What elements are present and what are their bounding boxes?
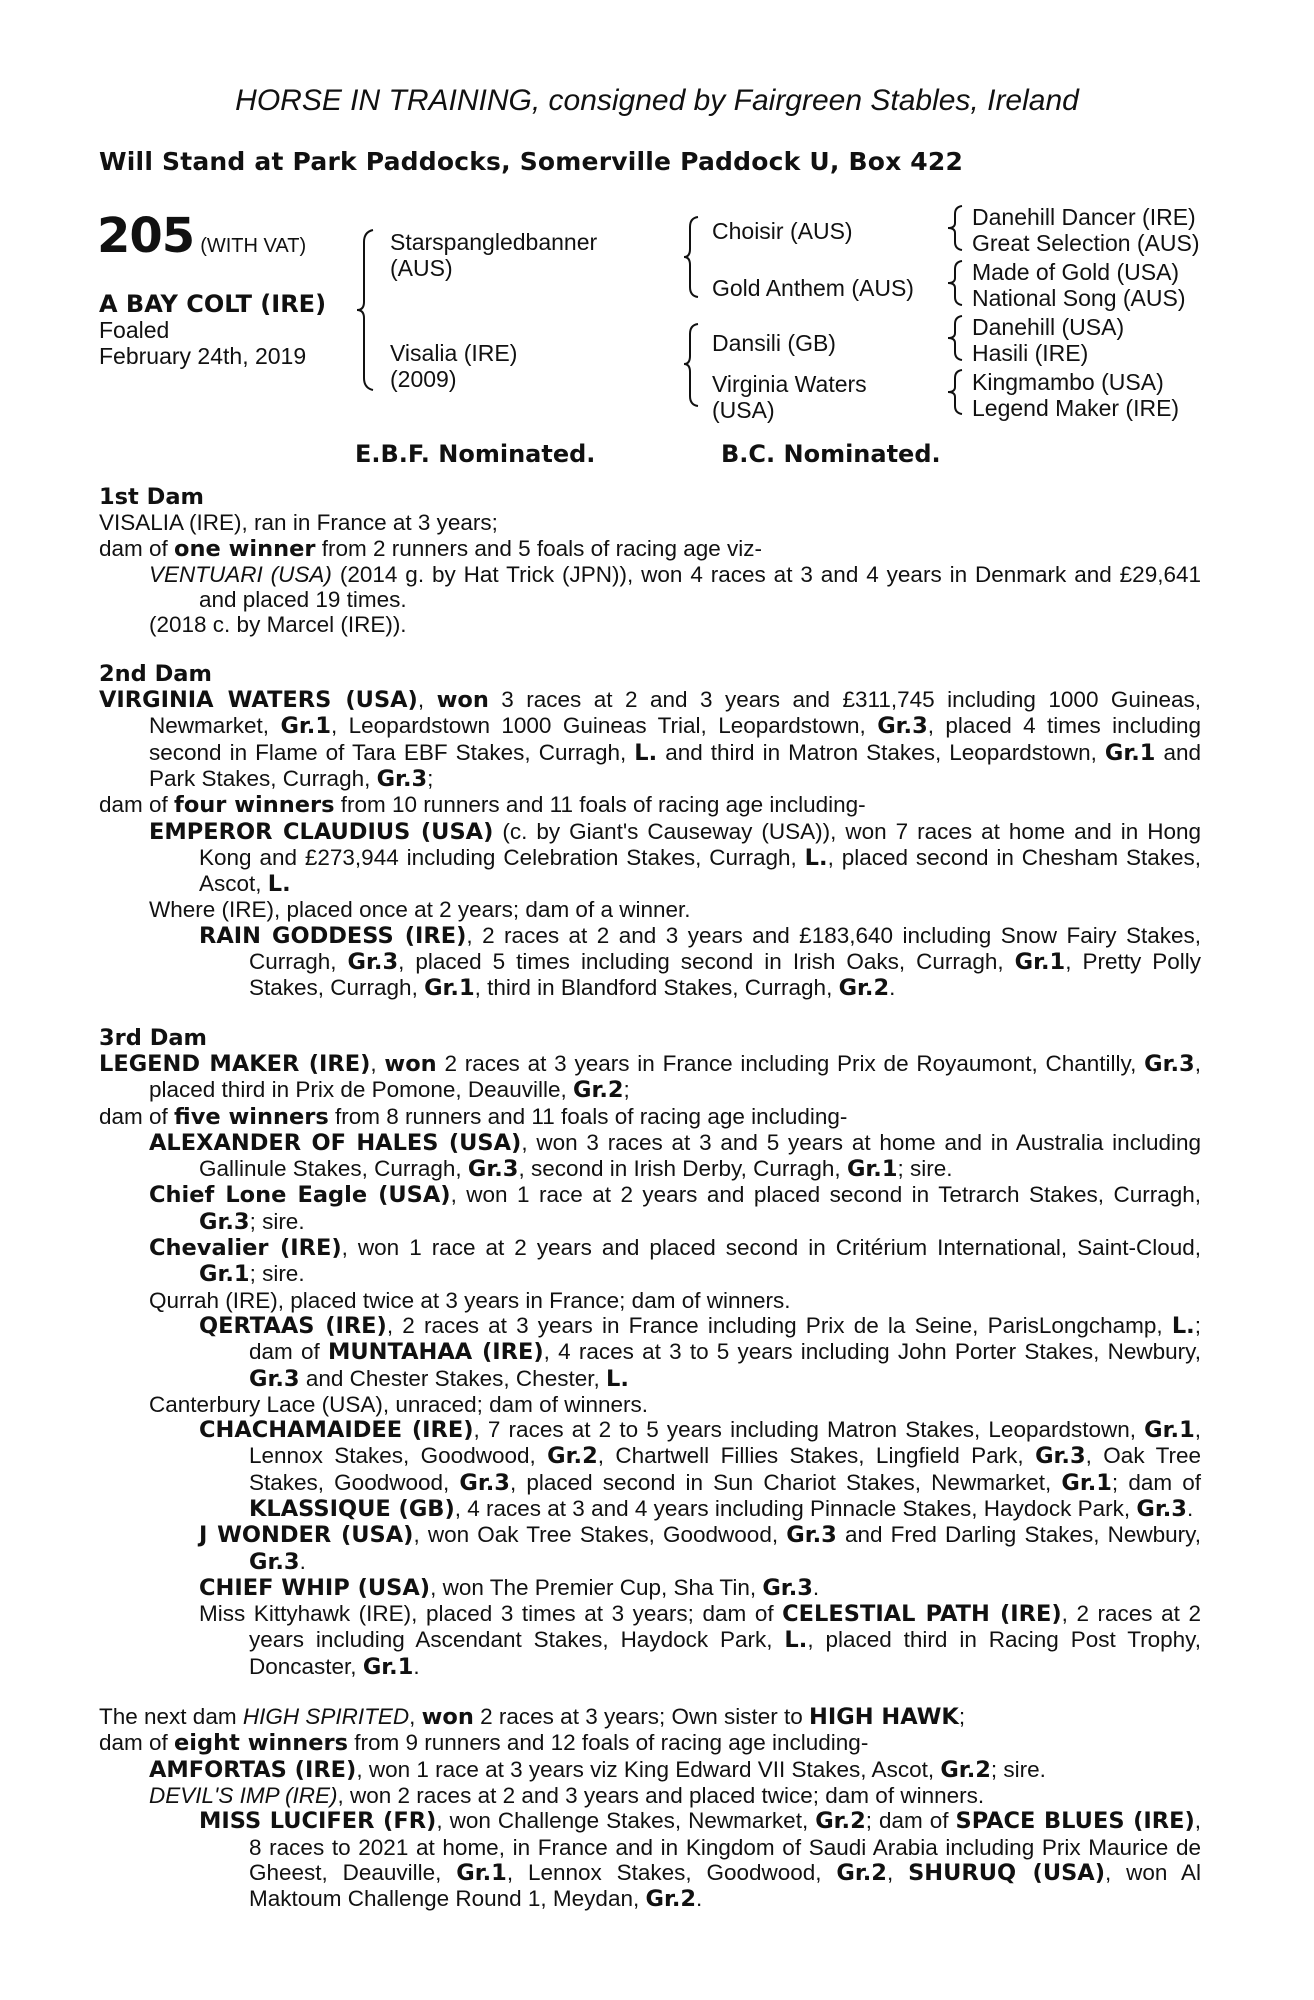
text-run: 2 races at 3 years in France including Prix de Royaumont, Chantilly,	[436, 1050, 1145, 1076]
text-run: , placed third in Prix de Pomone, Deauville,	[149, 1050, 1201, 1103]
first-dam-heading: 1st Dam	[99, 484, 204, 510]
text-run: ; sire.	[249, 1208, 305, 1234]
text-run: ;	[623, 1077, 630, 1103]
text-run: , won 1 race at 2 years and placed second in Tetrarch Stakes, Curragh,	[450, 1182, 1201, 1208]
emphasis-text: MISS LUCIFER (FR)	[199, 1808, 437, 1835]
emphasis-text: Gr.3	[347, 949, 399, 976]
pedigree-brace-2a	[682, 215, 702, 299]
emphasis-text: Gr.1	[456, 1859, 507, 1886]
emphasis-text: Chevalier (IRE)	[149, 1235, 342, 1262]
bc-nomination: B.C. Nominated.	[721, 440, 941, 468]
sire-name: Starspangledbanner	[390, 229, 598, 255]
next-dam-produce	[99, 1730, 1201, 1756]
text-run: from 10 runners and 11 foals of racing age including-	[334, 792, 866, 818]
text-run: ; dam of	[865, 1808, 956, 1834]
second-dam-foal-1	[149, 819, 1201, 898]
first-dam-foal-1	[149, 562, 1201, 613]
emphasis-text: L.	[267, 871, 291, 898]
emphasis-text: Gr.3	[1035, 1443, 1086, 1470]
text-run: ; dam of	[249, 1312, 1201, 1365]
emphasis-text: Gr.3	[1136, 1495, 1187, 1522]
lot-number: 205	[97, 208, 195, 264]
ebf-nomination: E.B.F. Nominated.	[355, 440, 596, 468]
emphasis-text: VIRGINIA WATERS (USA)	[99, 687, 418, 714]
text-run: , Chartwell Fillies Stakes, Lingfield Park,	[597, 1443, 1036, 1469]
emphasis-text: ALEXANDER OF HALES (USA)	[149, 1129, 522, 1156]
text-run: ; dam of	[1111, 1469, 1201, 1495]
pedigree-dam-sire: Dansili (GB)	[712, 330, 836, 356]
sire-country: (AUS)	[390, 255, 453, 281]
emphasis-text: LEGEND MAKER (IRE)	[99, 1050, 371, 1077]
emphasis-text: KLASSIQUE (GB)	[249, 1495, 455, 1522]
text-run: dam of	[99, 1103, 175, 1129]
emphasis-text: AMFORTAS (IRE)	[149, 1756, 357, 1783]
emphasis-text: CHACHAMAIDEE (IRE)	[199, 1417, 474, 1444]
pedigree-sds: Made of Gold (USA)	[972, 259, 1180, 285]
text-run: , placed third in Racing Post Trophy, Doncaster,	[249, 1627, 1201, 1679]
emphasis-text: Gr.3	[249, 1365, 300, 1392]
text-run: The next dam	[99, 1704, 243, 1730]
emphasis-text: L.	[784, 1627, 808, 1654]
text-run: , 7 races at 2 to 5 years including Matron Stakes, Leopardstown,	[473, 1417, 1145, 1443]
text-run: , Leopardstown 1000 Guineas Trial, Leopardstown,	[331, 713, 878, 739]
emphasis-text: EMPEROR CLAUDIUS (USA)	[149, 818, 494, 845]
text-run: , Oak Tree Stakes, Goodwood,	[249, 1443, 1201, 1495]
next-dam-foal-1	[149, 1757, 1201, 1783]
text-run: from 8 runners and 11 foals of racing age including-	[328, 1103, 848, 1129]
text-run: , second in Irish Derby, Curragh,	[518, 1156, 847, 1182]
text-run: .	[889, 975, 896, 1001]
emphasis-text: Gr.2	[572, 1077, 624, 1104]
second-dam-foal-2: Where (IRE), placed once at 2 years; dam of a winner.	[149, 897, 691, 923]
foaled-label: Foaled	[99, 317, 170, 343]
text-run: (2014 g. by Hat Trick (JPN)), won 4 races at 3 and 4 years in Denmark and £29,641 and placed 19 times.	[199, 561, 1201, 613]
pedigree-sire	[390, 229, 597, 281]
pedigree-ddd: Legend Maker (IRE)	[972, 395, 1180, 421]
text-run: .	[413, 1653, 420, 1679]
text-run: ;	[958, 1704, 966, 1730]
italic-name: VENTUARI (USA)	[149, 561, 332, 587]
italic-name: HIGH SPIRITED	[242, 1704, 410, 1730]
text-run: .	[696, 1886, 703, 1912]
emphasis-text: QERTAAS (IRE)	[199, 1312, 387, 1339]
text-run: , won 1 race at 3 years viz King Edward VII Stakes, Ascot,	[356, 1756, 941, 1782]
next-dam-record	[99, 1704, 1201, 1730]
second-dam-record: VIRGINIA WATERS (USA), won 3 races at 2 and 3 years and £311,745 including 1000 Guineas, Newmarket, Gr.1, Leopardstown 1000 Guineas Trial, Leopardstown, Gr.3, placed 4 times including second in Flame of Tara EBF Stakes, Curragh, L. and third in Matron Stakes, Leopardstown, Gr.1 and Park Stakes, Curragh, Gr.3;	[99, 687, 1201, 792]
pedigree-brace-2b	[682, 322, 702, 408]
emphasis-text: Gr.1	[424, 975, 475, 1002]
pedigree-sss: Danehill Dancer (IRE)	[972, 204, 1196, 230]
dam-dam-country: (USA)	[712, 397, 775, 423]
emphasis-text: Gr.1	[1144, 1417, 1195, 1444]
emphasis-text: Gr.3	[1144, 1050, 1195, 1077]
text-run: ,	[886, 1859, 909, 1885]
third-dam-grandfoal-4	[199, 1575, 1201, 1601]
next-dam-grandfoal-1	[199, 1808, 1201, 1912]
text-run: , 2 races at 2 and 3 years and £183,640 including Snow Fairy Stakes, Curragh,	[249, 922, 1201, 975]
text-run: 3 races at 2 and 3 years and £311,745 including 1000 Guineas, Newmarket,	[149, 687, 1201, 739]
text-run: ,	[409, 1704, 422, 1730]
emphasis-text: won	[436, 687, 489, 714]
first-dam-line: VISALIA (IRE), ran in France at 3 years;	[99, 510, 498, 536]
emphasis-text: one winner	[174, 535, 316, 562]
emphasis-text: CELESTIAL PATH (IRE)	[782, 1601, 1062, 1628]
text-run: , Lennox Stakes, Goodwood,	[249, 1417, 1201, 1469]
pedigree-sire-dam: Gold Anthem (AUS)	[712, 275, 914, 301]
text-run: , third in Blandford Stakes, Curragh,	[474, 975, 839, 1001]
emphasis-text: L.	[804, 844, 828, 871]
foaled-date: February 24th, 2019	[99, 343, 307, 369]
vat-note: (WITH VAT)	[200, 235, 307, 257]
text-run: .	[1186, 1495, 1194, 1521]
text-run: , 8 races to 2021 at home, in France and in Kingdom of Saudi Arabia including Prix Maurice de Gheest, Deauville,	[249, 1808, 1201, 1885]
second-dam-heading: 2nd Dam	[99, 660, 212, 687]
text-run: .	[299, 1548, 306, 1574]
stand-location: Will Stand at Park Paddocks, Somerville Paddock U, Box 422	[99, 147, 964, 176]
emphasis-text: five winners	[174, 1103, 329, 1130]
pedigree-ssd: Great Selection (AUS)	[972, 230, 1200, 256]
emphasis-text: Gr.1	[362, 1653, 414, 1680]
second-dam-grandfoal-1	[199, 923, 1201, 1002]
pedigree-brace-3b	[946, 259, 966, 307]
text-run: , won Oak Tree Stakes, Goodwood,	[413, 1522, 787, 1548]
page-title: HORSE IN TRAINING, consigned by Fairgreen Stables, Ireland	[235, 84, 1079, 117]
text-run: , 4 races at 3 to 5 years including John Porter Stakes, Newbury,	[543, 1339, 1201, 1365]
emphasis-text: HIGH HAWK	[809, 1704, 959, 1731]
text-run: and Fred Darling Stakes, Newbury,	[836, 1522, 1201, 1548]
next-dam-foal-2	[149, 1783, 1201, 1808]
pedigree-sdd: National Song (AUS)	[972, 285, 1186, 311]
emphasis-text: Gr.2	[940, 1756, 991, 1783]
dam-name: Visalia (IRE)	[390, 340, 518, 366]
third-dam-foal-5: Canterbury Lace (USA), unraced; dam of winners.	[149, 1391, 648, 1417]
text-run: Miss Kittyhawk (IRE), placed 3 times at 3 years; dam of	[199, 1601, 783, 1627]
third-dam-foal-1	[149, 1130, 1201, 1183]
emphasis-text: Gr.1	[1104, 739, 1156, 766]
text-run: , won The Premier Cup, Sha Tin,	[430, 1574, 763, 1600]
third-dam-record: LEGEND MAKER (IRE), won 2 races at 3 years in France including Prix de Royaumont, Chantilly, Gr.3, placed third in Prix de Pomone, Deauville, Gr.2;	[99, 1050, 1201, 1104]
text-run: , Lennox Stakes, Goodwood,	[506, 1859, 837, 1885]
third-dam-grandfoal-5	[199, 1601, 1201, 1680]
second-dam-produce	[99, 792, 1201, 818]
pedigree-dds: Kingmambo (USA)	[972, 369, 1164, 395]
text-run: , won 1 race at 2 years and placed second in Critérium International, Saint-Cloud,	[341, 1235, 1201, 1261]
text-run: dam of	[99, 792, 175, 818]
emphasis-text: Gr.3	[459, 1469, 510, 1496]
text-run: , placed 4 times including second in Flame of Tara EBF Stakes, Curragh,	[149, 713, 1201, 765]
emphasis-text: Gr.3	[467, 1156, 519, 1183]
third-dam-grandfoal-2	[199, 1417, 1201, 1522]
text-run: ; sire.	[990, 1756, 1046, 1782]
emphasis-text: Gr.1	[1014, 949, 1066, 976]
emphasis-text: SPACE BLUES (IRE)	[955, 1808, 1195, 1835]
text-run: , won 3 races at 3 and 5 years at home and in Australia including Gallinule Stakes, Curragh,	[199, 1129, 1201, 1182]
text-run: , placed second in Sun Chariot Stakes, Newmarket,	[509, 1469, 1062, 1495]
emphasis-text: Gr.1	[199, 1261, 250, 1288]
pedigree-brace-3a	[946, 204, 966, 252]
text-run: , Pretty Polly Stakes, Curragh,	[249, 949, 1201, 1001]
text-run: .	[812, 1574, 820, 1600]
emphasis-text: Chief Lone Eagle (USA)	[149, 1182, 451, 1209]
emphasis-text: Gr.2	[838, 975, 890, 1002]
pedigree-dam	[390, 340, 517, 392]
pedigree-dam-dam	[712, 371, 867, 423]
emphasis-text: Gr.2	[547, 1443, 598, 1470]
emphasis-text: Gr.3	[762, 1574, 813, 1601]
pedigree-notes	[99, 485, 1201, 1912]
emphasis-text: L.	[634, 739, 658, 766]
text-run: and Park Stakes, Curragh,	[149, 739, 1201, 791]
text-run: , won Al Maktoum Challenge Round 1, Meydan,	[249, 1859, 1201, 1912]
dam-dam-name: Virginia Waters	[712, 371, 867, 397]
text-run: from 2 runners and 5 foals of racing age viz-	[315, 535, 762, 561]
text-run: ;	[427, 765, 434, 791]
emphasis-text: L.	[1171, 1312, 1195, 1339]
emphasis-text: L.	[605, 1365, 629, 1392]
third-dam-foal-4: Qurrah (IRE), placed twice at 3 years in France; dam of winners.	[149, 1287, 791, 1313]
text-run: , 2 races at 2 years including Ascendant Stakes, Haydock Park,	[249, 1601, 1201, 1653]
text-run: dam of	[99, 535, 175, 561]
third-dam-foal-2	[149, 1182, 1201, 1235]
text-run: and third in Matron Stakes, Leopardstown,	[657, 739, 1105, 765]
third-dam-grandfoal-1	[199, 1313, 1201, 1392]
pedigree-dsd: Hasili (IRE)	[972, 340, 1089, 366]
emphasis-text: J WONDER (USA)	[199, 1522, 414, 1549]
third-dam-heading: 3rd Dam	[99, 1024, 207, 1051]
emphasis-text: eight winners	[174, 1730, 349, 1757]
text-run: dam of	[99, 1730, 175, 1756]
pedigree-brace-3d	[946, 368, 966, 416]
emphasis-text: Gr.1	[846, 1156, 898, 1183]
emphasis-text: Gr.3	[877, 713, 928, 740]
emphasis-text: MUNTAHAA (IRE)	[328, 1339, 544, 1366]
third-dam-grandfoal-3	[199, 1522, 1201, 1575]
text-run: , 4 races at 3 and 4 years including Pinnacle Stakes, Haydock Park,	[454, 1495, 1137, 1521]
text-run: ; sire.	[897, 1156, 953, 1182]
text-run: , placed second in Chesham Stakes, Ascot,	[199, 844, 1201, 897]
emphasis-text: Gr.3	[249, 1548, 300, 1575]
emphasis-text: Gr.1	[280, 713, 331, 740]
text-run: , placed 5 times including second in Irish Oaks, Curragh,	[398, 949, 1015, 975]
third-dam-foal-3	[149, 1235, 1201, 1288]
text-run: 2 races at 3 years; Own sister to	[473, 1704, 810, 1730]
text-run: , 2 races at 3 years in France including Prix de la Seine, ParisLongchamp,	[386, 1312, 1172, 1338]
emphasis-text: Gr.1	[1061, 1469, 1112, 1496]
emphasis-text: won	[421, 1704, 474, 1731]
dam-year: (2009)	[390, 366, 457, 392]
text-run: from 9 runners and 12 foals of racing age including-	[348, 1730, 869, 1756]
emphasis-text: CHIEF WHIP (USA)	[199, 1574, 431, 1601]
emphasis-text: Gr.2	[815, 1808, 866, 1835]
text-run: and Chester Stakes, Chester,	[299, 1365, 606, 1391]
text-run: (c. by Giant's Causeway (USA)), won 7 races at home and in Hong Kong and £273,944 including Celebration Stakes, Curragh,	[199, 818, 1201, 870]
pedigree-brace-3c	[946, 314, 966, 362]
first-dam-produce	[99, 536, 1201, 562]
third-dam-produce	[99, 1104, 1201, 1130]
pedigree-dss: Danehill (USA)	[972, 314, 1125, 340]
lot-description: A BAY COLT (IRE)	[99, 290, 327, 318]
emphasis-text: Gr.2	[836, 1859, 887, 1886]
emphasis-text: Gr.2	[645, 1886, 697, 1913]
first-dam-foal-2: (2018 c. by Marcel (IRE)).	[149, 612, 407, 638]
emphasis-text: RAIN GODDESS (IRE)	[199, 922, 467, 949]
text-run: , won 2 races at 2 and 3 years and placed twice; dam of winners.	[337, 1782, 985, 1808]
emphasis-text: Gr.3	[199, 1208, 250, 1235]
lot-heading	[97, 208, 306, 264]
italic-name: DEVIL'S IMP (IRE)	[149, 1782, 338, 1808]
emphasis-text: SHURUQ (USA)	[908, 1859, 1105, 1886]
emphasis-text: Gr.3	[376, 765, 428, 792]
pedigree-brace-1	[355, 228, 377, 392]
pedigree-sire-sire: Choisir (AUS)	[712, 218, 853, 244]
emphasis-text: four winners	[174, 792, 335, 819]
text-run: ; sire.	[249, 1261, 305, 1287]
text-run: , won Challenge Stakes, Newmarket,	[436, 1808, 816, 1834]
emphasis-text: won	[384, 1050, 437, 1077]
emphasis-text: Gr.3	[786, 1522, 837, 1549]
